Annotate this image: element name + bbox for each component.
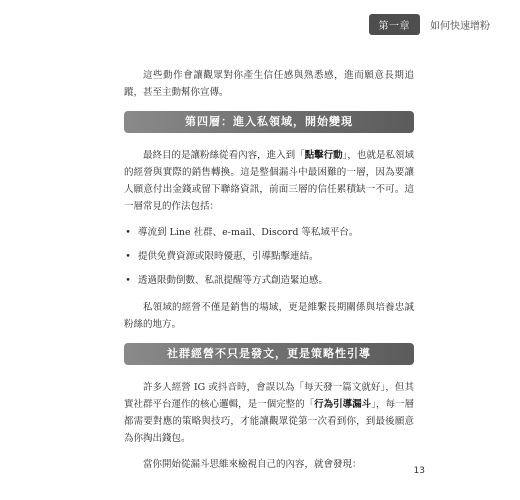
layer4-bullet-list xyxy=(124,224,414,289)
layer4-text-before: 最終目的是讓粉絲從看內容，進入到「 xyxy=(143,150,305,161)
strategy-paragraph xyxy=(124,379,414,447)
page-header xyxy=(369,14,491,35)
strategy-emphasis: 行為引導漏斗 xyxy=(314,399,372,410)
list-item xyxy=(124,248,414,265)
intro-paragraph: 這些動作會讓觀眾對你產生信任感與熟悉感，進而願意長期追蹤，甚至主動幫你宣傳。 xyxy=(124,70,414,98)
bullet-icon: • xyxy=(125,227,131,238)
bullet-icon: • xyxy=(125,275,131,286)
chapter-title: 如何快速增粉 xyxy=(430,21,490,32)
list-item-text: 提供免費資源或限時優惠，引導點擊連結。 xyxy=(138,251,319,262)
strategy-text-after: 」，每一層都需要對應的策略與技巧，才能讓觀眾從第一次看到你，到最後願意為你掏出錢包。 xyxy=(124,399,414,444)
list-item-text: 透過限動倒數、私訊提醒等方式創造緊迫感。 xyxy=(138,275,329,286)
strategy-closing-paragraph: 當你開始從漏斗思維來檢視自己的內容，就會發現： xyxy=(143,459,362,470)
section-heading-layer4: 第四層：進入私領域，開始變現 xyxy=(124,111,414,133)
page-content xyxy=(124,67,414,482)
strategy-text-before: 許多人經營 IG 或抖音時，會誤以為「每天發一篇文就好」，但其實社群平台運作的核心邏輯，是一個完整的「 xyxy=(124,382,414,410)
page-number: 13 xyxy=(413,466,425,476)
list-item xyxy=(124,224,414,241)
layer4-emphasis: 點擊行動 xyxy=(304,150,343,161)
section-heading-strategy: 社群經營不只是發文，更是策略性引導 xyxy=(124,343,414,365)
list-item xyxy=(124,272,414,289)
list-item-text: 導流到 Line 社群、e-mail、Discord 等私域平台。 xyxy=(138,227,359,238)
layer4-text-after: 」，也就是私領域的經營與實際的銷售轉換。這是整個漏斗中最困難的一層，因為要讓人願意付出金錢或留下聯絡資訊，前面三層的信任累積缺一不可。這一層常見的作法包括： xyxy=(124,150,414,212)
layer4-closing-paragraph: 私領域的經營不僅是銷售的場域，更是維繫長期關係與培養忠誠粉絲的地方。 xyxy=(124,302,414,330)
chapter-label: 第一章 xyxy=(369,14,421,35)
bullet-icon: • xyxy=(125,251,131,262)
layer4-paragraph xyxy=(124,147,414,215)
